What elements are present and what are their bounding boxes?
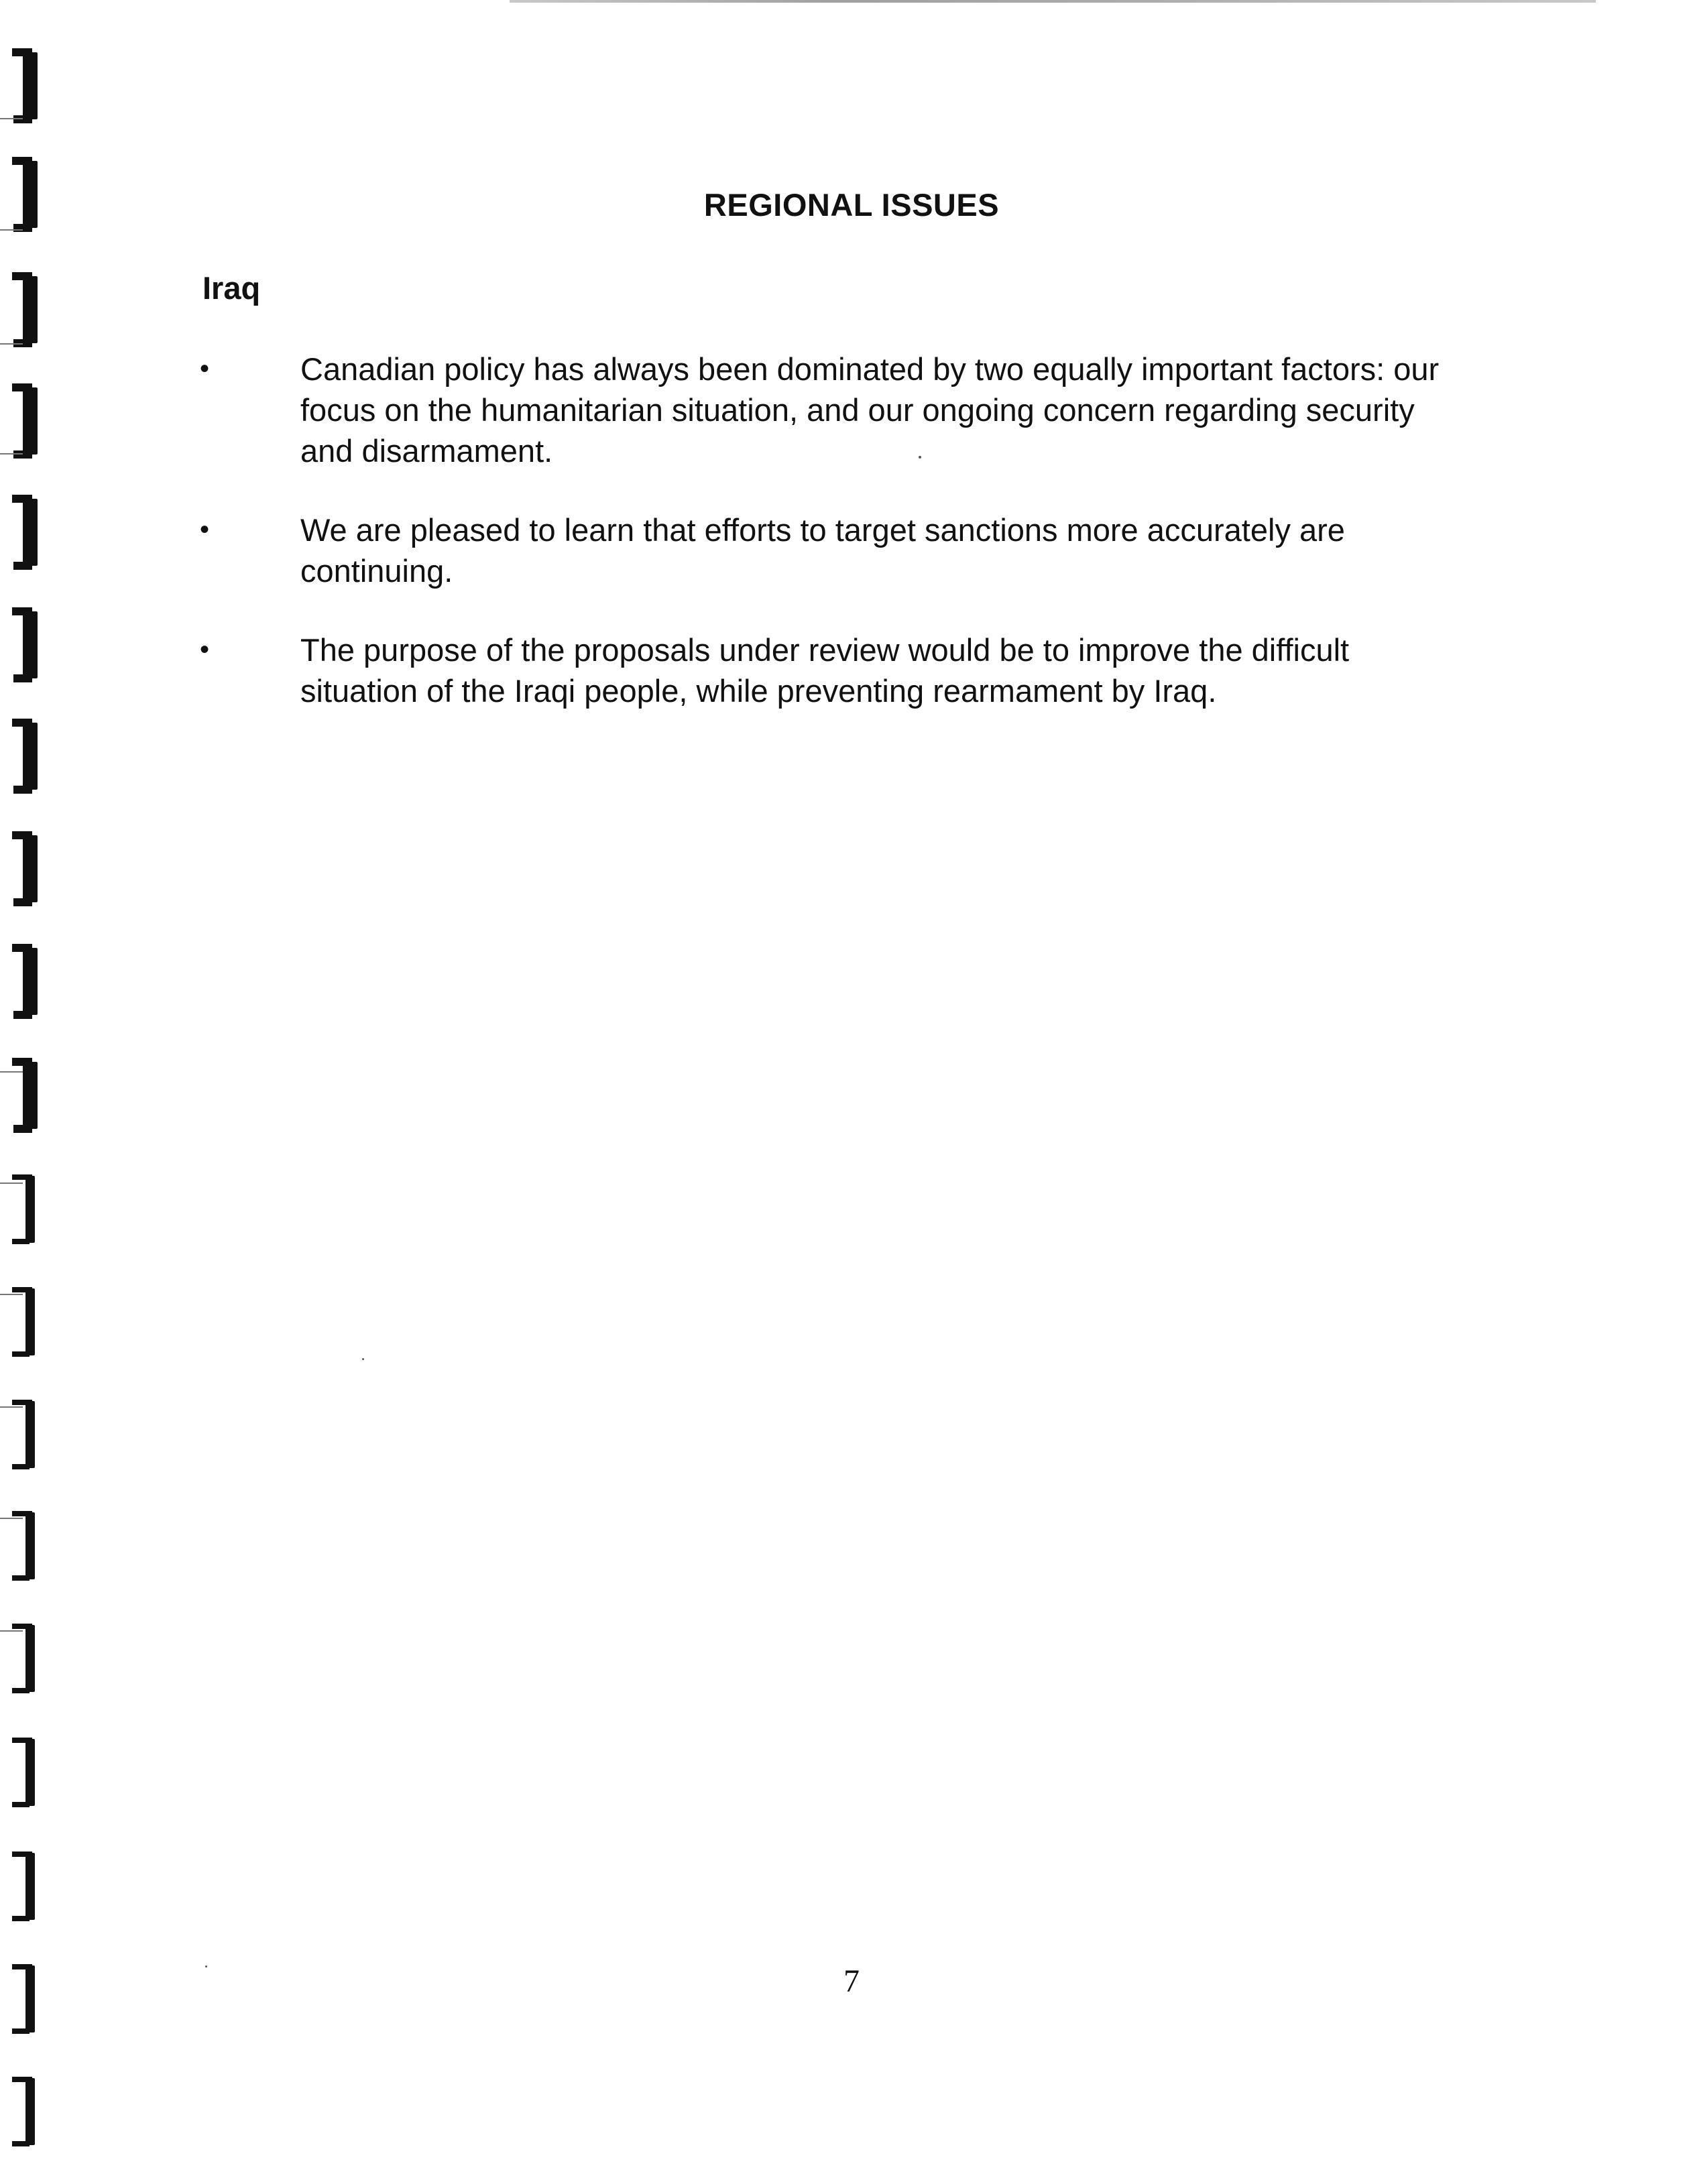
list-item <box>200 349 1474 471</box>
scan-speck <box>919 456 921 459</box>
bullet-text: We are pleased to learn that efforts to target sanctions more accurately are continuing. <box>300 512 1345 589</box>
list-item <box>200 629 1474 711</box>
bullet-text: The purpose of the proposals under review would be to improve the difficult situation of the Iraqi people, while preventing rearmament by Iraq. <box>300 632 1350 709</box>
section-heading: REGIONAL ISSUES <box>703 187 1000 223</box>
scan-speck <box>362 1358 364 1360</box>
page-number: 7 <box>843 1963 860 1999</box>
subheading-iraq: Iraq <box>202 270 261 306</box>
bullet-list <box>200 349 1474 749</box>
bullet-icon: • <box>200 635 210 664</box>
bullet-icon: • <box>200 354 210 383</box>
list-item <box>200 509 1474 591</box>
bullet-icon: • <box>200 515 210 544</box>
scan-speck <box>205 1965 207 1967</box>
bullet-text: Canadian policy has always been dominated by two equally important factors: our focus on the humanitarian situation, and our ongoing concern regarding security and disarmament. <box>300 351 1440 469</box>
